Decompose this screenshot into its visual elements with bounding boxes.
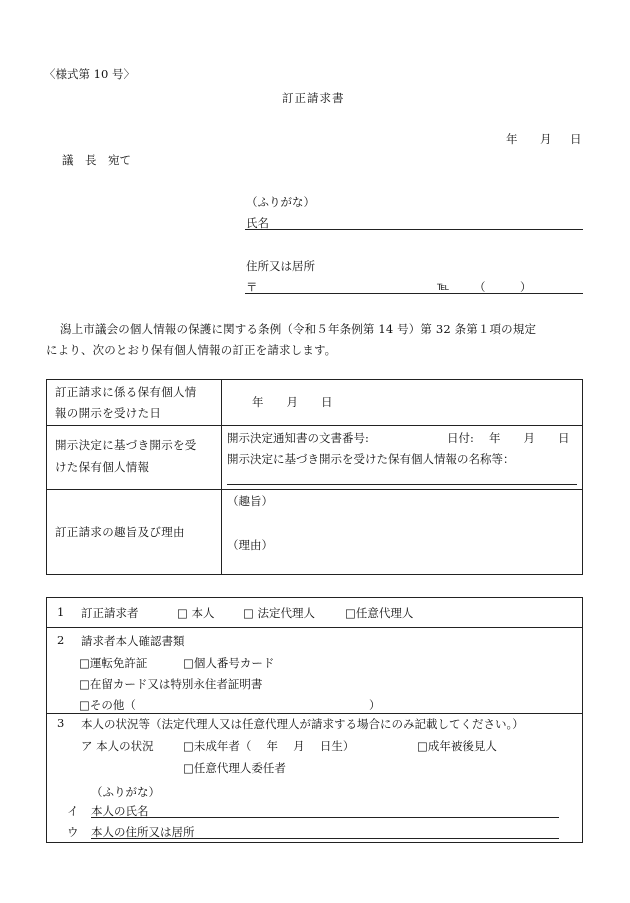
principal-name-label: 本人の氏名 bbox=[91, 804, 149, 818]
disclosure-date-row bbox=[47, 380, 582, 426]
principal-status-label: ア 本人の状況 bbox=[81, 739, 154, 753]
requester-address-label: 住所又は居所 bbox=[246, 259, 315, 273]
intro-line-1: 潟上市議会の個人情報の保護に関する条例（令和５年条例第 14 号）第 32 条第１項の規定 bbox=[60, 322, 537, 336]
disclosed-info-name[interactable]: 開示決定に基づき開示を受けた保有個人情報の名称等： bbox=[227, 452, 515, 466]
disclosure-date-label-1: 訂正請求に係る保有個人情 bbox=[55, 385, 197, 399]
other-close-paren: ） bbox=[369, 698, 381, 712]
form-number: 〈様式第 10 号〉 bbox=[44, 67, 135, 81]
principal-address-label: 本人の住所又は居所 bbox=[91, 825, 195, 839]
date-month: 月 bbox=[540, 132, 552, 146]
disclosed-info-line bbox=[227, 484, 577, 485]
checkbox-other[interactable]: □その他（ bbox=[79, 698, 136, 712]
date-day: 日 bbox=[570, 132, 582, 146]
disclosed-info-row bbox=[47, 426, 582, 490]
notice-date[interactable]: 日付: 年 月 日 bbox=[447, 431, 570, 445]
checkbox-legal-agent[interactable]: □ 法定代理人 bbox=[243, 606, 316, 620]
checkbox-minor[interactable]: □未成年者（ 年 月 日生） bbox=[183, 739, 355, 753]
purpose-field[interactable]: （趣旨） bbox=[227, 494, 273, 508]
checkbox-my-number-card[interactable]: □個人番号カード bbox=[183, 656, 275, 670]
item-u-marker: ウ bbox=[67, 825, 79, 839]
intro-line-2: により、次のとおり保有個人情報の訂正を請求します。 bbox=[46, 343, 337, 357]
tel-paren: （ ） bbox=[474, 280, 532, 294]
page-title: 訂正請求書 bbox=[282, 91, 345, 105]
requester-info-table bbox=[46, 597, 583, 843]
checkbox-self[interactable]: □ 本人 bbox=[177, 606, 215, 620]
addressee: 議 長 宛て bbox=[62, 153, 131, 167]
checkbox-residence-card[interactable]: □在留カード又は特別永住者証明書 bbox=[79, 677, 263, 691]
checkbox-drivers-license[interactable]: □運転免許証 bbox=[79, 656, 148, 670]
checkbox-voluntary-agent[interactable]: □任意代理人 bbox=[345, 606, 414, 620]
reason-field[interactable]: （理由） bbox=[227, 538, 273, 552]
disclosed-info-label-2: けた保有個人情報 bbox=[55, 460, 150, 474]
section-id-documents bbox=[47, 628, 582, 714]
principal-name-line[interactable] bbox=[91, 817, 559, 818]
correction-details-table bbox=[46, 379, 583, 575]
section-3-label: 本人の状況等（法定代理人又は任意代理人が請求する場合にのみ記載してください。） bbox=[81, 717, 524, 731]
disclosure-date-label-2: 報の開示を受けた日 bbox=[55, 406, 162, 420]
requester-name-line[interactable] bbox=[245, 229, 583, 230]
section-2-number: 2 bbox=[57, 633, 65, 647]
date-year: 年 bbox=[506, 132, 518, 146]
requester-furigana: （ふりがな） bbox=[246, 195, 315, 209]
requester-address-line[interactable] bbox=[245, 293, 583, 294]
notice-doc-number[interactable]: 開示決定通知書の文書番号: bbox=[227, 431, 369, 445]
section-principal-status bbox=[47, 714, 582, 842]
section-3-number: 3 bbox=[57, 716, 65, 730]
tel-mark: ℡ bbox=[437, 279, 450, 293]
checkbox-adult-ward[interactable]: □成年被後見人 bbox=[417, 739, 497, 753]
postal-mark: 〒 bbox=[246, 280, 258, 294]
section-1-label: 訂正請求者 bbox=[81, 606, 139, 620]
section-requester-type bbox=[47, 598, 582, 628]
principal-furigana: （ふりがな） bbox=[91, 785, 160, 799]
purpose-reason-row bbox=[47, 490, 582, 574]
principal-address-line[interactable] bbox=[91, 838, 559, 839]
item-i-marker: イ bbox=[67, 804, 79, 818]
disclosure-date-value[interactable]: 年 月 日 bbox=[252, 395, 333, 409]
section-2-label: 請求者本人確認書類 bbox=[81, 634, 185, 648]
section-1-number: 1 bbox=[57, 605, 65, 619]
purpose-reason-label: 訂正請求の趣旨及び理由 bbox=[55, 525, 185, 539]
checkbox-voluntary-principal[interactable]: □任意代理人委任者 bbox=[183, 761, 286, 775]
requester-name-label: 氏名 bbox=[246, 216, 269, 230]
disclosed-info-label-1: 開示決定に基づき開示を受 bbox=[55, 438, 197, 452]
